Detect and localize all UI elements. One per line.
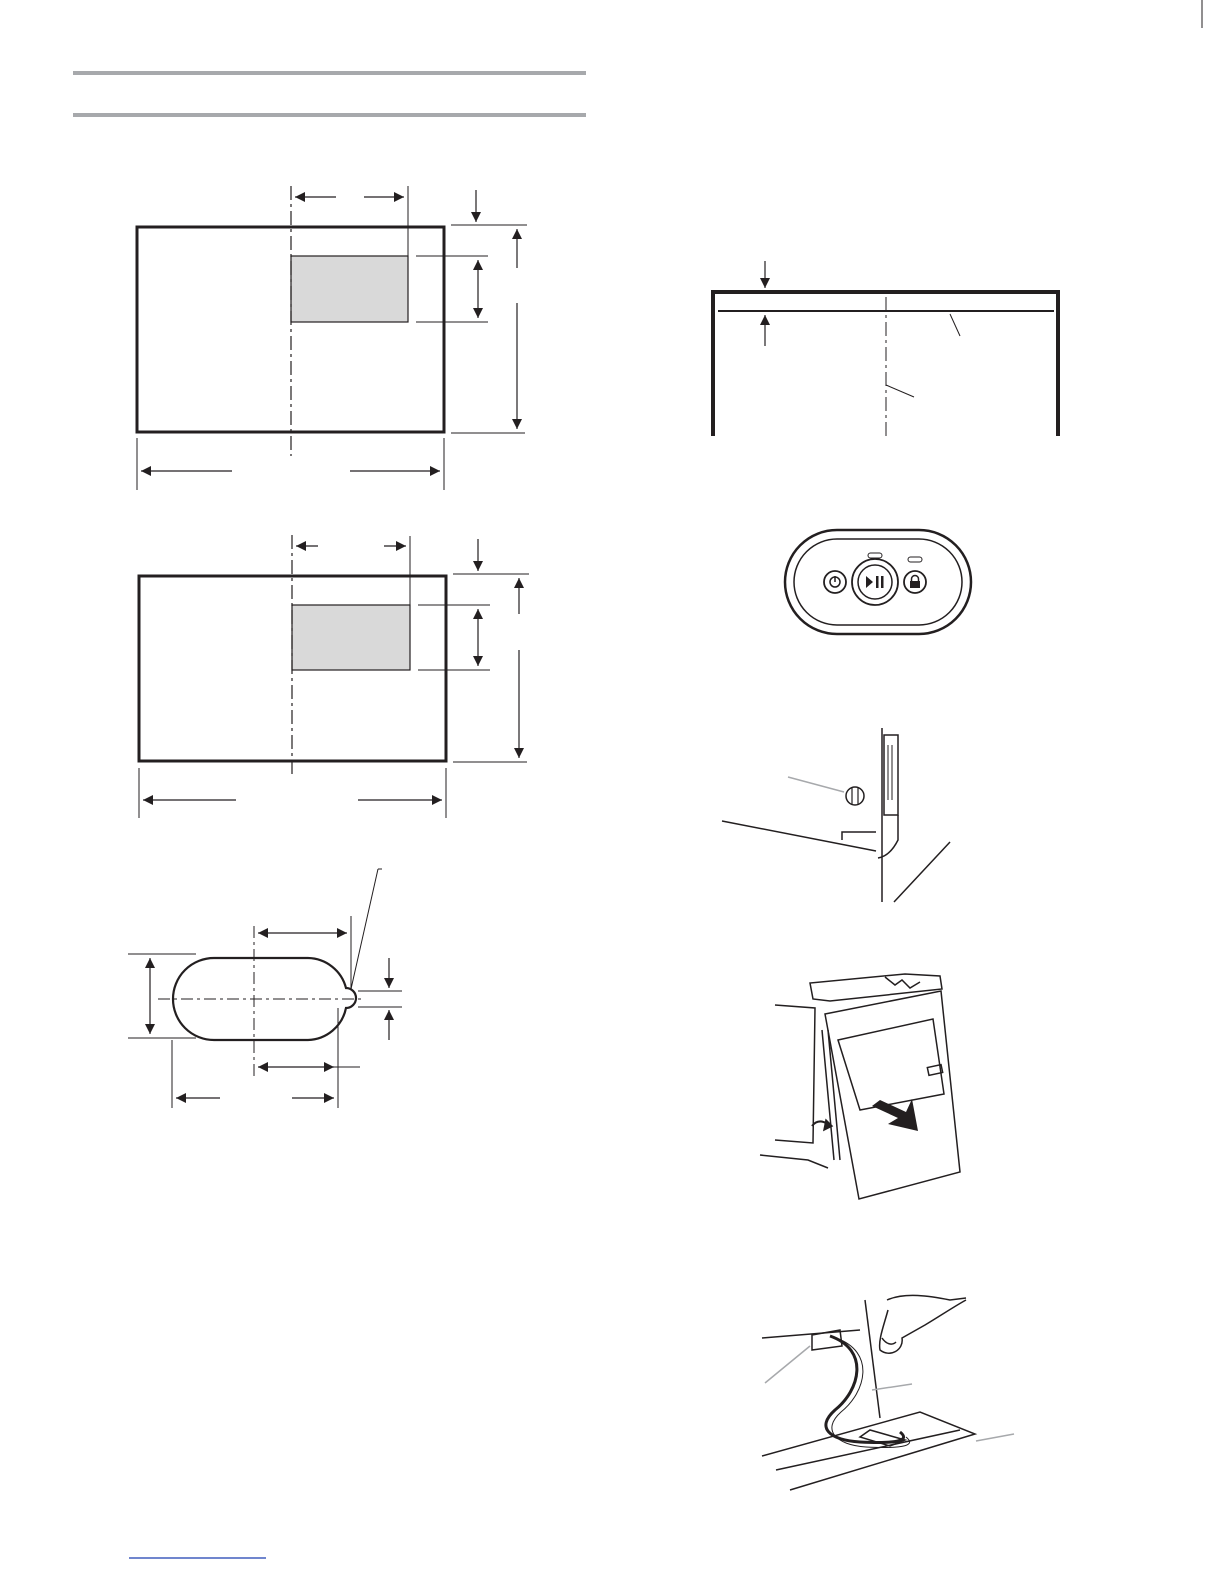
lock-button[interactable] — [904, 557, 926, 593]
start-pause-button[interactable] — [852, 553, 898, 605]
power-cord-illustration — [762, 1295, 1014, 1490]
door-removal-illustration — [760, 974, 960, 1199]
power-button[interactable] — [824, 571, 846, 593]
cutout-dimension-diagram-2 — [139, 535, 529, 818]
countertop-clearance-diagram — [713, 261, 1058, 436]
oval-cutout-diagram — [128, 869, 402, 1108]
cutout-dimension-diagram-1 — [137, 186, 527, 490]
header-rules — [73, 71, 586, 117]
door-hinge-screw-illustration — [722, 728, 950, 902]
